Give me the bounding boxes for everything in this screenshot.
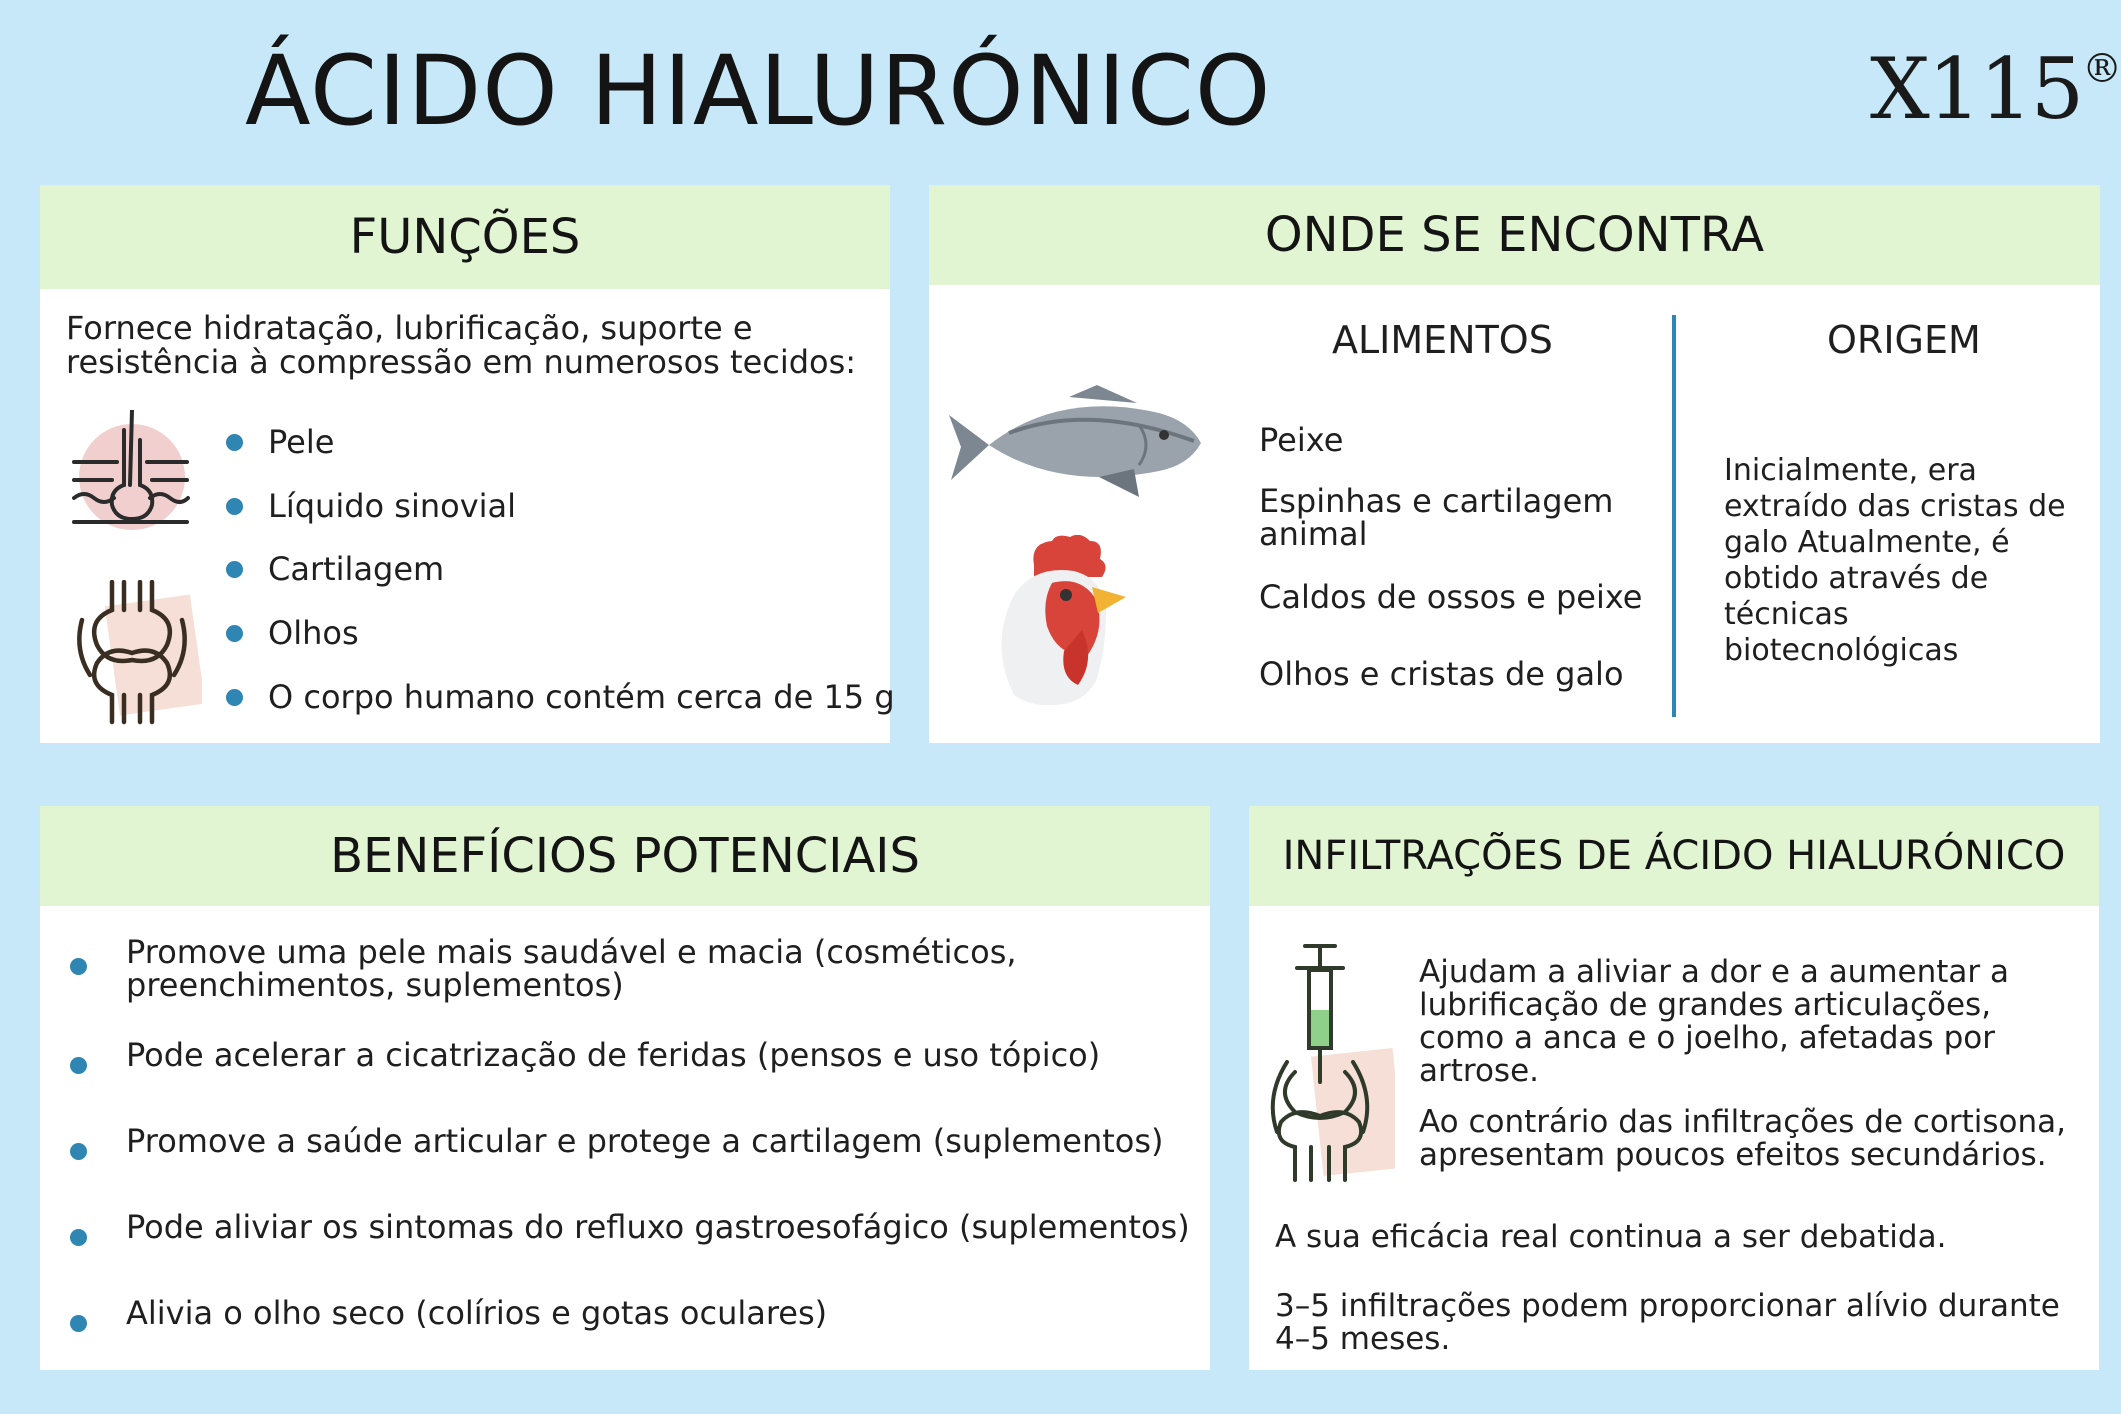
brand-name: X115 xyxy=(1870,40,2083,138)
benefit-item: Pode acelerar a cicatrização de feridas (pensos e uso tópico) xyxy=(126,1036,1101,1074)
food-item: Olhos e cristas de galo xyxy=(1259,655,1624,693)
benefit-item: Alivia o olho seco (colírios e gotas oculares) xyxy=(126,1294,828,1332)
origin-text: Inicialmente, era extraído das cristas de galo Atualmente, é obtido através de técnicas biotecnológicas xyxy=(1724,453,2066,668)
bullet-dot xyxy=(70,958,87,975)
knee-joint-icon xyxy=(72,580,202,730)
bullet-dot xyxy=(226,689,243,706)
infiltrations-text-4: 3–5 infiltrações podem proporcionar alívio durante 4–5 meses. xyxy=(1275,1288,2060,1357)
food-item: Caldos de ossos e peixe xyxy=(1259,578,1643,616)
syringe-joint-icon xyxy=(1265,942,1395,1182)
origin-heading: ORIGEM xyxy=(1827,318,1981,362)
brand-logo xyxy=(1870,40,2120,138)
page-title: ÁCIDO HIALURÓNICO xyxy=(245,35,1272,147)
bullet-dot xyxy=(226,561,243,578)
skin-follicle-icon xyxy=(72,410,192,540)
functions-item: Olhos xyxy=(268,614,359,652)
bullet-dot xyxy=(70,1315,87,1332)
benefits-card xyxy=(40,806,1210,1370)
functions-item: O corpo humano contém cerca de 15 g xyxy=(268,678,895,716)
column-divider xyxy=(1672,315,1676,717)
functions-item: Cartilagem xyxy=(268,550,445,588)
bullet-dot xyxy=(70,1229,87,1246)
where-card xyxy=(929,185,2100,743)
benefits-heading: BENEFÍCIOS POTENCIAIS xyxy=(40,806,1210,906)
foods-heading: ALIMENTOS xyxy=(1332,318,1553,362)
infiltrations-text-3: A sua eficácia real continua a ser debatida. xyxy=(1275,1219,1947,1255)
functions-item: Pele xyxy=(268,423,335,461)
bullet-dot xyxy=(226,498,243,515)
benefit-item: Promove a saúde articular e protege a cartilagem (suplementos) xyxy=(126,1122,1164,1160)
functions-intro: Fornece hidratação, lubrificação, suporte e resistência à compressão em numerosos tecidos: xyxy=(66,309,857,381)
bullet-dot xyxy=(70,1057,87,1074)
functions-item: Líquido sinovial xyxy=(268,487,517,525)
benefit-item: Pode aliviar os sintomas do refluxo gastroesofágico (suplementos) xyxy=(126,1208,1190,1246)
infiltrations-card xyxy=(1249,806,2099,1370)
bullet-dot xyxy=(70,1143,87,1160)
fish-icon xyxy=(949,385,1204,505)
bullet-dot xyxy=(226,625,243,642)
rooster-icon xyxy=(994,535,1139,705)
food-item: Espinhas e cartilagem animal xyxy=(1259,482,1614,553)
benefit-item: Promove uma pele mais saudável e macia (cosméticos, preenchimentos, suplementos) xyxy=(126,933,1017,1004)
functions-heading: FUNÇÕES xyxy=(40,185,890,289)
bullet-dot xyxy=(226,434,243,451)
infiltrations-text-1: Ajudam a aliviar a dor e a aumentar a lubrificação de grandes articulações, como a anca e o joelho, afetadas por artrose. xyxy=(1419,954,2009,1089)
infiltrations-heading: INFILTRAÇÕES DE ÁCIDO HIALURÓNICO xyxy=(1249,806,2099,906)
where-heading: ONDE SE ENCONTRA xyxy=(929,185,2100,285)
registered-mark: ® xyxy=(2082,46,2121,92)
infiltrations-text-2: Ao contrário das infiltrações de cortisona, apresentam poucos efeitos secundários. xyxy=(1419,1104,2067,1173)
functions-card xyxy=(40,185,895,743)
food-item: Peixe xyxy=(1259,421,1344,459)
